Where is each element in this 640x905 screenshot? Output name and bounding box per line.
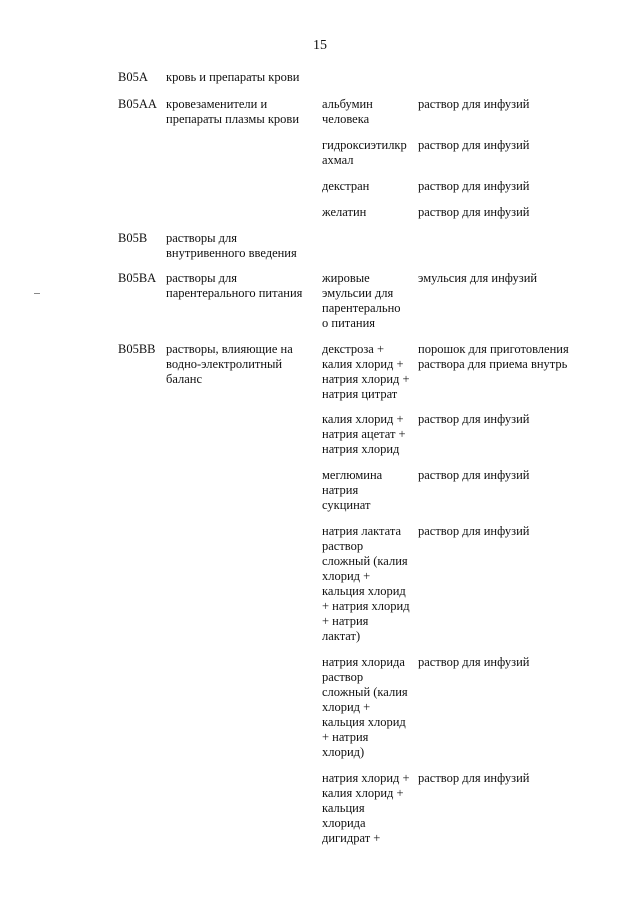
- page-number: 15: [313, 38, 327, 53]
- dosage-form: эмульсия для инфузий: [418, 271, 538, 285]
- drug-name: декстроза + калия хлорид + натрия хлорид + натрия цитрат: [322, 342, 410, 401]
- drug-name: жировые эмульсии для парентерально о питания: [322, 271, 401, 330]
- dosage-form: раствор для инфузий: [418, 524, 530, 538]
- dosage-form: раствор для инфузий: [418, 468, 530, 482]
- dosage-form: раствор для инфузий: [418, 205, 530, 219]
- dosage-form: раствор для инфузий: [418, 179, 530, 193]
- drug-name: натрия хлорид + калия хлорид + кальция хлорида дигидрат +: [322, 771, 410, 845]
- dosage-form: раствор для инфузий: [418, 412, 530, 426]
- atc-code: B05AA: [118, 97, 157, 111]
- atc-code: B05BA: [118, 271, 157, 285]
- dosage-form: раствор для инфузий: [418, 138, 530, 152]
- margin-mark: [34, 293, 40, 294]
- drug-name: калия хлорид + натрия ацетат + натрия хлорид: [322, 412, 406, 456]
- group-name: кровь и препараты крови: [166, 70, 300, 84]
- dosage-form: раствор для инфузий: [418, 97, 530, 111]
- drug-name: желатин: [322, 205, 367, 219]
- drug-name: натрия хлорида раствор сложный (калия хлорид + кальция хлорид + натрия хлорид): [322, 655, 408, 759]
- drug-name: декстран: [322, 179, 370, 193]
- atc-code: B05B: [118, 231, 148, 245]
- dosage-form: раствор для инфузий: [418, 655, 530, 669]
- drug-name: альбумин человека: [322, 97, 373, 126]
- drug-name: меглюмина натрия сукцинат: [322, 468, 383, 512]
- dosage-form: порошок для приготовления раствора для приема внутрь: [418, 342, 569, 371]
- atc-code: B05A: [118, 70, 148, 84]
- group-name: растворы, влияющие на водно-электролитный баланс: [166, 342, 293, 386]
- drug-name: натрия лактата раствор сложный (калия хлорид + кальция хлорид + натрия хлорид + натрия лактат): [322, 524, 410, 643]
- atc-code: B05BB: [118, 342, 156, 356]
- group-name: кровезаменители и препараты плазмы крови: [166, 97, 300, 126]
- group-name: растворы для парентерального питания: [166, 271, 303, 300]
- group-name: растворы для внутривенного введения: [166, 231, 297, 260]
- drug-name: гидроксиэтилкр ахмал: [322, 138, 407, 167]
- dosage-form: раствор для инфузий: [418, 771, 530, 785]
